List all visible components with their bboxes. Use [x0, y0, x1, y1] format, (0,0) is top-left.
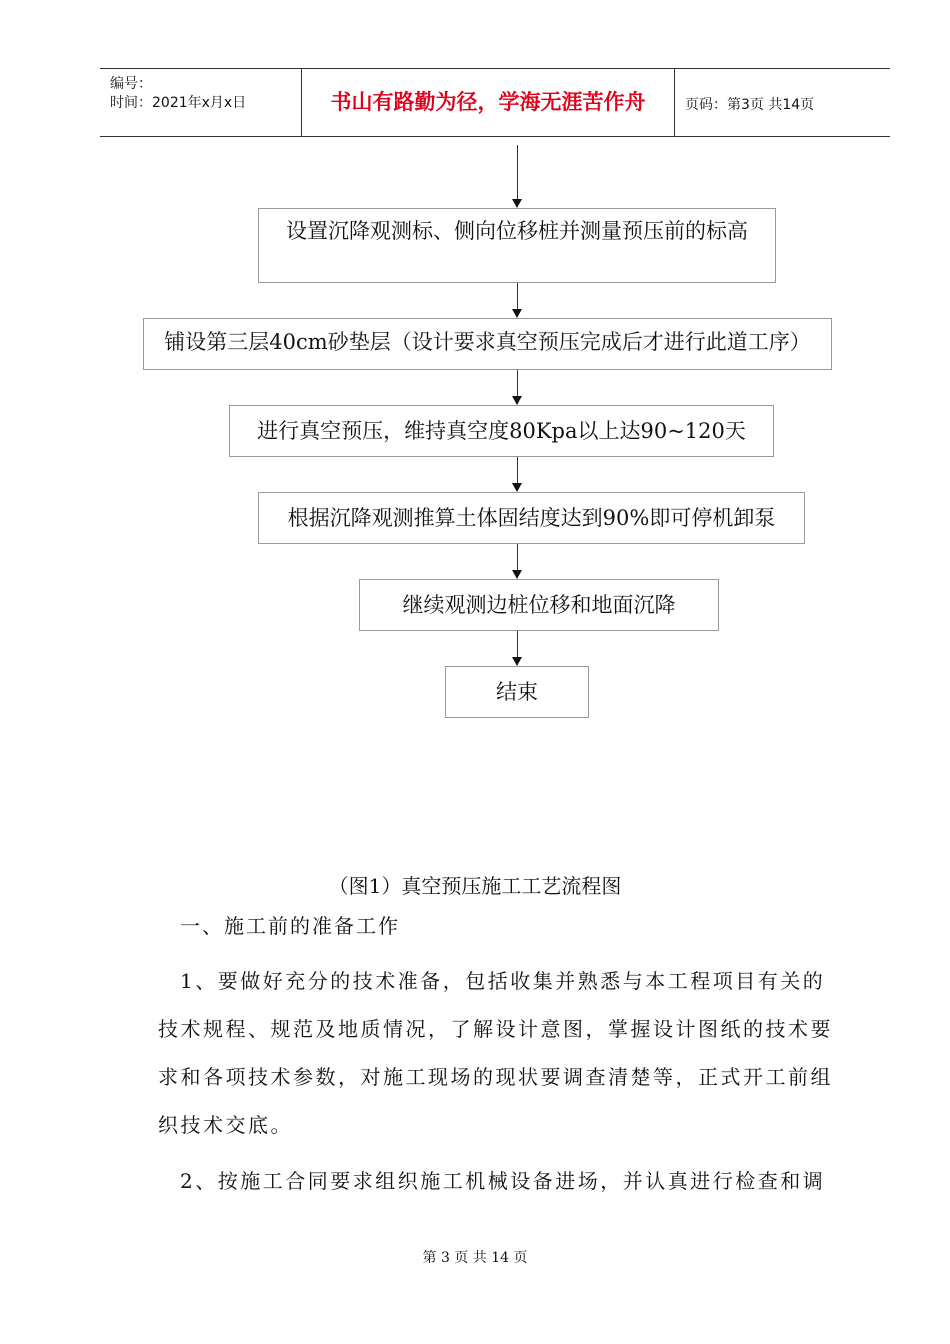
arrow-down-icon [512, 570, 522, 579]
connector-line [517, 457, 518, 484]
flow-step-text: 根据沉降观测推算土体固结度达到90%即可停机卸泵 [287, 506, 776, 530]
connector-line [517, 370, 518, 397]
flow-step-box [359, 579, 719, 631]
date-label: 时间：2021年x月x日 [110, 95, 247, 111]
connector-line [517, 145, 518, 200]
arrow-down-icon [512, 396, 522, 405]
paragraph-text: 1、要做好充分的技术准备，包括收集并熟悉与本工程项目有关的技术规程、规范及地质情况，了解设计意图，掌握设计图纸的技术要求和各项技术参数，对施工现场的现状要调查清楚等，正式开工前组织技术交底。 [158, 969, 833, 1137]
flow-step-text: 铺设第三层40cm砂垫层（设计要求真空预压完成后才进行此道工序） [164, 330, 811, 354]
flow-step-text: 继续观测边桩位移和地面沉降 [402, 593, 676, 617]
paragraph-text: 2、按施工合同要求组织施工机械设备进场，并认真进行检查和调 [180, 1169, 826, 1193]
connector-line [517, 631, 518, 658]
flow-step-box [258, 208, 776, 283]
flow-step-text: 结束 [496, 680, 538, 704]
flow-step-text: 进行真空预压，维持真空度80Kpa以上达90~120天 [257, 419, 746, 443]
serial-label: 编号： [110, 76, 152, 92]
header-motto: 书山有路勤为径，学海无涯苦作舟 [302, 69, 675, 136]
flow-step-box [143, 318, 832, 370]
figure-caption: （图1）真空预压施工工艺流程图 [328, 874, 622, 898]
body-paragraph [158, 1157, 838, 1205]
flow-step-box [229, 405, 774, 457]
flow-step-text: 设置沉降观测标、侧向位移桩并测量预压前的标高 [286, 219, 748, 243]
page-footer: 第 3 页 共 14 页 [422, 1250, 528, 1266]
arrow-down-icon [512, 199, 522, 208]
section-heading: 一、施工前的准备工作 [180, 914, 400, 938]
arrow-down-icon [512, 309, 522, 318]
flow-step-box [445, 666, 589, 718]
arrow-down-icon [512, 483, 522, 492]
connector-line [517, 544, 518, 571]
body-paragraph [158, 957, 838, 1149]
header-meta-cell [100, 69, 302, 136]
header-page-info: 页码：第3页 共14页 [685, 97, 815, 113]
page-header [100, 68, 890, 137]
connector-line [517, 283, 518, 310]
arrow-down-icon [512, 657, 522, 666]
flow-step-box [258, 492, 805, 544]
